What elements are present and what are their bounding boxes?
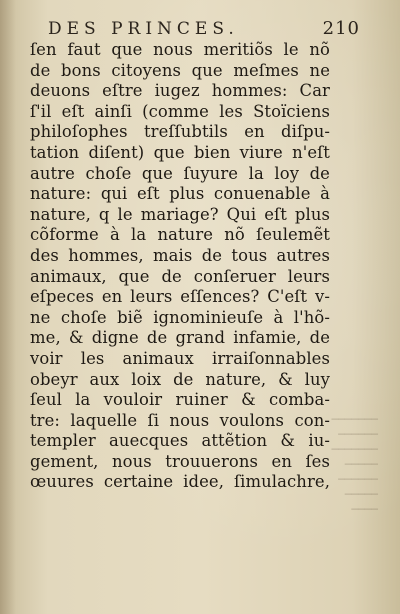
text-line: ſ'il eſt ainſi (comme les Stoïciens <box>30 101 330 121</box>
text-line: tre: laquelle ſi nous voulons con- <box>30 410 330 430</box>
text-line: cõforme à la nature nõ ſeulemẽt <box>30 225 330 245</box>
text-line: gement, nous trouuerons en ſes <box>30 451 330 471</box>
running-head <box>48 18 360 39</box>
text-line: animaux, que de conſeruer leurs <box>30 266 330 286</box>
show-through-marginalia: ─────── ────── ─────── ───── ────── ───── ──── <box>331 413 378 516</box>
running-title: DES PRINCES. <box>48 19 239 39</box>
page-gutter-shadow <box>0 0 16 614</box>
text-line: autre choſe que ſuyure la loy de <box>30 163 330 183</box>
text-line: de bons citoyens que meſmes ne <box>30 60 330 80</box>
text-line: nature: qui eſt plus conuenable à <box>30 184 330 204</box>
text-line: tation diſent) que bien viure n'eſt <box>30 142 330 162</box>
text-line: philoſophes treſſubtils en diſpu- <box>30 122 330 142</box>
text-line: ſen faut que nous meritiõs le nõ <box>30 40 330 59</box>
text-line: des hommes, mais de tous autres <box>30 245 330 265</box>
text-line: me, & digne de grand infamie, de <box>30 328 330 348</box>
text-line: œuures certaine idee, ſimulachre, <box>30 472 330 492</box>
text-line: ne choſe biẽ ignominieuſe à l'hõ- <box>30 307 330 327</box>
text-line: obeyr aux loix de nature, & luy <box>30 369 330 389</box>
text-line: templer auecques attẽtion & iu- <box>30 431 330 451</box>
text-line: deuons eſtre iugez hommes: Car <box>30 81 330 101</box>
text-line: voir les animaux irraiſonnables <box>30 348 330 368</box>
text-line: ſeul la vouloir ruiner & comba- <box>30 390 330 410</box>
body-text <box>30 40 330 493</box>
text-line: eſpeces en leurs eſſences? C'eſt v- <box>30 287 330 307</box>
page-number: 210 <box>322 18 360 39</box>
text-line: nature, q le mariage? Qui eſt plus <box>30 204 330 224</box>
